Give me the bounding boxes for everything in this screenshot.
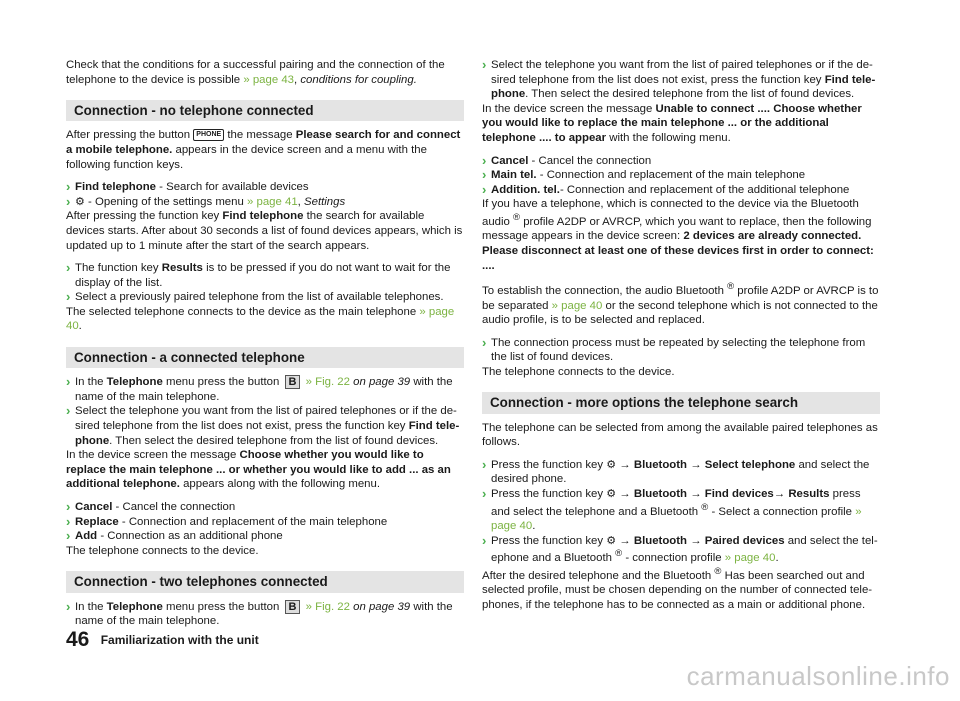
list-item: › Press the function key ⚙ → Bluetooth → Find devices→ Results press and select the telephone and a Bluetooth ® - Select a connection profile » page 40. [482, 487, 880, 534]
gear-icon: ⚙ [606, 534, 617, 547]
paragraph: If you have a telephone, which is connected to the device via the Bluetooth audio ® profile A2DP or AVRCP, which you want to replace, then the following message appears in the device screen: 2 devices are already connected. Please disconnect at least one of these devices first in order to connect: .... [482, 198, 874, 272]
list-item: › The connection process must be repeated by selecting the telephone from the list of found devices. [482, 336, 880, 365]
b-key-icon: B [285, 375, 301, 389]
left-column [66, 58, 464, 629]
page-link[interactable]: » page 43 [243, 73, 295, 86]
page-link[interactable]: » page 40 [491, 505, 862, 532]
paragraph: The selected telephone connects to the device as the main telephone » page 40. [66, 305, 455, 333]
gear-icon: ⚙ [75, 195, 85, 208]
fig-link[interactable]: » Fig. 22 [305, 600, 350, 613]
page-link[interactable]: » page 40 [724, 551, 776, 564]
paragraph: After pressing the function key Find telephone the search for available devices starts. After about 30 seconds a list of found devices appears, which is updated up to 1 minute after the start of the search appears. [66, 210, 463, 252]
page-link[interactable]: » page 40 [66, 305, 455, 333]
phone-key-icon: PHONE [193, 129, 224, 141]
gear-icon: ⚙ [606, 458, 617, 471]
right-column [482, 58, 880, 616]
intro-paragraph: Check that the conditions for a successful pairing and the connection of the telephone to the device is possible » page 43, conditions for coupling. [66, 59, 445, 86]
list-item: › Press the function key ⚙ → Bluetooth → Select telephone and select the desired phone. [482, 458, 880, 487]
paragraph: To establish the connection, the audio Bluetooth ® profile A2DP or AVRCP is to be separated » page 40 or the second telephone which is not connected to the audio profile, is to be selected and replaced. [482, 281, 879, 327]
gear-icon: ⚙ [606, 488, 617, 500]
list-item: › Select a previously paired telephone from the list of available telephones. [66, 290, 464, 305]
list-item: › In the Telephone menu press the button B » Fig. 22 on page 39 with the name of the main telephone. [66, 375, 464, 404]
paragraph: In the device screen the message Unable to connect .... Choose whether you would like to replace the main telephone ... or the additional telephone .... to appear with the following menu. [482, 102, 862, 144]
section-heading: Connection - a connected telephone [66, 347, 464, 368]
footer-section-title: Familiarization with the unit [100, 633, 259, 647]
list-item: › Cancel - Cancel the connection [66, 500, 464, 515]
list-item: › ⚙ - Opening of the settings menu » page 41, Settings [66, 195, 464, 210]
list-item: › Press the function key ⚙ → Bluetooth → Paired devices and select the telephone and a Bluetooth ® - connection profile » page 40. [482, 534, 880, 566]
paragraph: In the device screen the message Choose whether you would like to replace the main telephone ... or whether you would like to add ... as an additional telephone. appears along with the following menu. [66, 449, 451, 491]
list-item: › In the Telephone menu press the button B » Fig. 22 on page 39 with the name of the main telephone. [66, 600, 464, 629]
fig-link[interactable]: » Fig. 22 [305, 376, 350, 389]
section-heading: Connection - two telephones connected [66, 571, 464, 592]
list-item: › Add - Connection as an additional phone [66, 529, 464, 544]
page-link[interactable]: » page 41 [246, 195, 298, 208]
list-item: › Main tel. - Connection and replacement of the main telephone [482, 168, 880, 183]
paragraph: After the desired telephone and the Bluetooth ® Has been searched out and selected profile, must be chosen depending on the number of connected telephones, if the telephone has to be connected as a main or additional phone. [482, 565, 873, 611]
page-footer [66, 627, 259, 654]
watermark: carmanualsonline.info [686, 660, 950, 691]
paragraph: The telephone connects to the device. [66, 544, 259, 557]
page-link[interactable]: » page 40 [551, 299, 603, 312]
paragraph: The telephone can be selected from among the available paired telephones as follows. [482, 421, 878, 449]
section-heading: Connection - no telephone connected [66, 100, 464, 121]
section-heading: Connection - more options the telephone search [482, 392, 880, 413]
b-key-icon: B [285, 600, 301, 614]
list-item: › Addition. tel.- Connection and replacement of the additional telephone [482, 183, 880, 198]
page-number: 46 [66, 628, 90, 651]
list-item: › Cancel - Cancel the connection [482, 154, 880, 169]
list-item: › The function key Results is to be pressed if you do not want to wait for the display of the list. [66, 261, 464, 290]
paragraph: After pressing the button PHONE the message Please search for and connect a mobile telephone. appears in the device screen and a menu with the following function keys. [66, 129, 461, 171]
paragraph: The telephone connects to the device. [482, 365, 675, 378]
list-item: › Select the telephone you want from the list of paired telephones or if the desired telephone from the list does not exist, press the function key Find telephone. Then select the desired telephone from the list of found devices. [482, 58, 880, 102]
list-item: › Find telephone - Search for available devices [66, 180, 464, 195]
list-item: › Replace - Connection and replacement of the main telephone [66, 515, 464, 530]
list-item: › Select the telephone you want from the list of paired telephones or if the desired telephone from the list does not exist, press the function key Find telephone. Then select the desired telephone from the list of found devices. [66, 404, 464, 448]
